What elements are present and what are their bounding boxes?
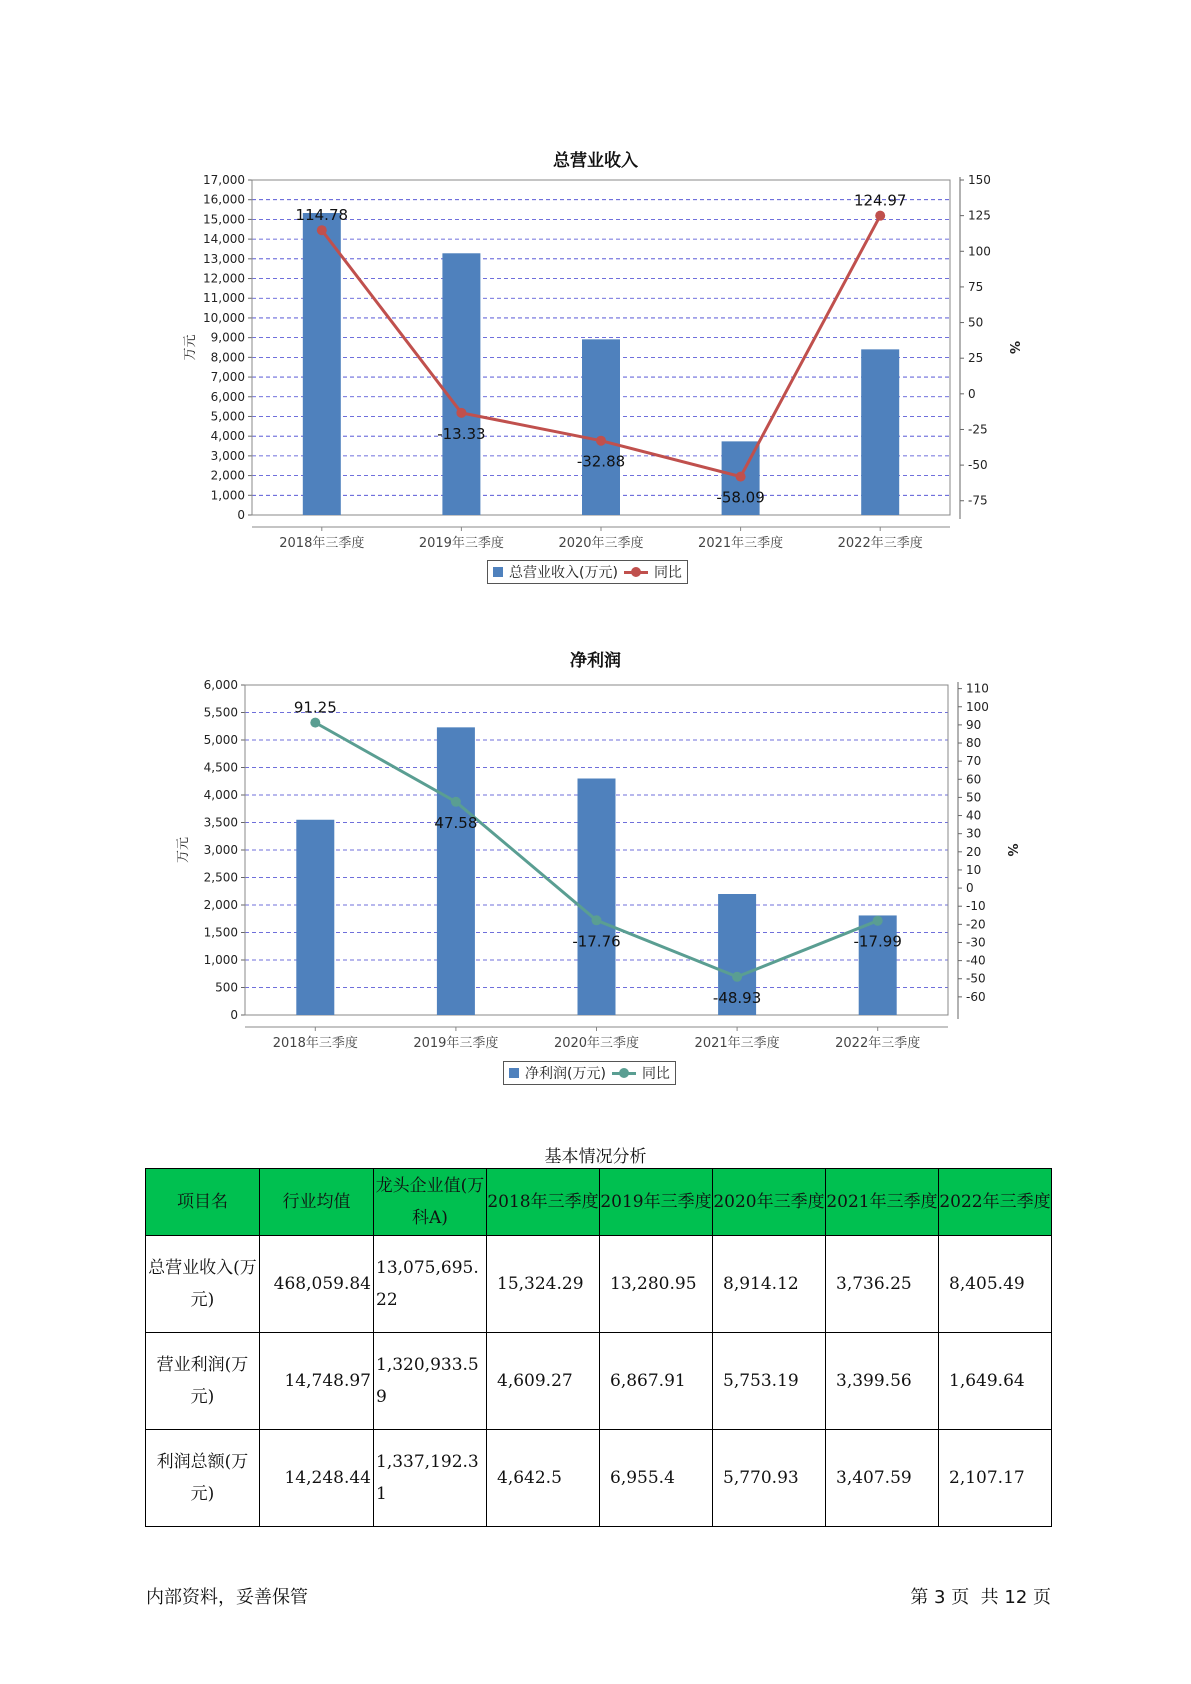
footer-page-number: 第 3 页 共 12 页	[910, 1587, 1051, 1608]
x-axis-tick-label: 2022年三季度	[837, 536, 923, 551]
left-axis-tick-label: 6,000	[210, 389, 245, 404]
revenue-chart	[0, 170, 1191, 590]
yoy-point	[596, 436, 606, 446]
table-cell: 6,867.91	[600, 1333, 713, 1430]
left-axis-tick-label: 0	[230, 1008, 238, 1022]
bar	[859, 915, 897, 1015]
right-axis-tick-label: 125	[968, 208, 991, 223]
table-caption: 基本情况分析	[544, 1147, 647, 1167]
left-axis-tick-label: 1,000	[203, 953, 238, 967]
right-axis-tick-label: -20	[966, 917, 986, 932]
yoy-data-label: 91.25	[293, 698, 337, 717]
right-axis-tick-label: 90	[966, 717, 982, 732]
yoy-point	[592, 915, 602, 925]
bar	[578, 779, 616, 1016]
left-axis-tick-label: 12,000	[203, 271, 245, 286]
right-axis-tick-label: 75	[968, 279, 984, 294]
right-axis-tick-label: -60	[966, 989, 986, 1004]
yoy-point	[317, 225, 327, 235]
bar	[861, 349, 899, 515]
left-axis-tick-label: 3,000	[210, 448, 245, 463]
right-axis-tick-label: -50	[966, 971, 986, 986]
footer-confidential-note: 内部资料，妥善保管	[146, 1587, 308, 1608]
x-axis-tick-label: 2019年三季度	[413, 1036, 499, 1051]
right-axis-tick-label: -25	[968, 422, 988, 437]
yoy-data-label: -17.76	[572, 932, 621, 951]
header-cell: 2022年三季度	[939, 1169, 1052, 1236]
legend-line-label: 同比	[641, 1066, 670, 1082]
table-cell: 4,642.5	[487, 1430, 600, 1527]
table-cell: 13,075,695.22	[374, 1236, 487, 1333]
table-header-row	[146, 1169, 1052, 1236]
right-axis-tick-label: -75	[968, 493, 988, 508]
legend-line-swatch	[612, 1068, 636, 1078]
left-axis-tick-label: 4,000	[210, 429, 245, 444]
net-profit-chart	[0, 670, 1191, 1090]
left-axis-tick-label: 2,000	[203, 898, 238, 912]
left-axis-tick-label: 17,000	[203, 173, 245, 187]
yoy-data-label: 47.58	[434, 813, 478, 832]
table-cell: 14,248.44	[260, 1430, 374, 1527]
right-axis-tick-label: -30	[966, 935, 986, 950]
row-label: 总营业收入(万元)	[146, 1236, 260, 1333]
yoy-point	[736, 472, 746, 482]
analysis-table	[145, 1168, 1052, 1527]
left-axis-tick-label: 0	[237, 508, 245, 522]
right-axis-tick-label: 80	[966, 736, 982, 751]
x-axis-tick-label: 2019年三季度	[418, 536, 504, 551]
left-axis-tick-label: 1,000	[210, 488, 245, 503]
table-cell: 5,753.19	[713, 1333, 826, 1430]
table-cell: 8,914.12	[713, 1236, 826, 1333]
left-axis-tick-label: 14,000	[203, 232, 245, 247]
left-axis-tick-label: 5,500	[203, 705, 238, 720]
yoy-point	[875, 211, 885, 221]
table-row	[146, 1430, 1052, 1527]
row-label: 营业利润(万元)	[146, 1333, 260, 1430]
header-cell: 2018年三季度	[487, 1169, 600, 1236]
yoy-point	[732, 972, 742, 982]
left-axis-title: 万元	[183, 334, 198, 361]
left-axis-tick-label: 500	[215, 980, 238, 995]
right-axis-tick-label: 50	[968, 315, 984, 330]
yoy-data-label: -58.09	[716, 488, 765, 507]
header-cell: 2020年三季度	[713, 1169, 826, 1236]
bar	[303, 213, 341, 515]
x-axis-tick-label: 2018年三季度	[272, 1036, 358, 1051]
left-axis-tick-label: 11,000	[203, 291, 245, 306]
table-cell: 1,649.64	[939, 1333, 1052, 1430]
yoy-point	[451, 797, 461, 807]
table-cell: 6,955.4	[600, 1430, 713, 1527]
table-cell: 3,407.59	[826, 1430, 939, 1527]
left-axis-tick-label: 7,000	[210, 370, 245, 385]
left-axis-tick-label: 8,000	[210, 350, 245, 365]
right-axis-tick-label: -10	[966, 899, 986, 914]
right-axis-tick-label: 60	[966, 772, 982, 787]
bar	[582, 339, 620, 515]
left-axis-title: 万元	[176, 836, 191, 864]
header-cell: 龙头企业值(万科A)	[374, 1169, 487, 1236]
legend-bar-swatch	[493, 567, 503, 577]
header-cell: 2021年三季度	[826, 1169, 939, 1236]
table-cell: 1,320,933.59	[374, 1333, 487, 1430]
right-axis-tick-label: 25	[968, 351, 984, 366]
left-axis-tick-label: 3,000	[203, 843, 238, 857]
x-axis-tick-label: 2021年三季度	[698, 536, 784, 551]
table-row	[146, 1236, 1052, 1333]
right-axis-tick-label: 30	[966, 826, 982, 841]
table-row	[146, 1333, 1052, 1430]
left-axis-tick-label: 5,000	[210, 409, 245, 424]
left-axis-tick-label: 4,000	[203, 788, 238, 802]
left-axis-tick-label: 10,000	[203, 310, 245, 325]
right-axis-tick-label: 150	[968, 173, 991, 187]
x-axis-tick-label: 2020年三季度	[553, 1036, 640, 1051]
table-cell: 4,609.27	[487, 1333, 600, 1430]
table-cell: 2,107.17	[939, 1430, 1052, 1527]
right-axis-tick-label: 50	[966, 790, 982, 805]
right-axis-tick-label: 100	[968, 244, 991, 259]
x-axis-tick-label: 2020年三季度	[558, 536, 644, 551]
left-axis-tick-label: 2,000	[210, 468, 245, 483]
legend-bar-label: 净利润(万元)	[525, 1066, 606, 1082]
yoy-data-label: -13.33	[437, 424, 486, 443]
left-axis-tick-label: 5,000	[203, 733, 238, 747]
legend-revenue	[487, 560, 688, 584]
right-axis-tick-label: 20	[966, 844, 982, 859]
right-axis-tick-label: 40	[966, 808, 982, 823]
bar	[442, 253, 480, 515]
left-axis-tick-label: 16,000	[203, 192, 245, 207]
right-axis-title: %	[1006, 340, 1021, 355]
legend-bar-swatch	[509, 1068, 519, 1078]
left-axis-tick-label: 9,000	[210, 330, 245, 345]
legend-bar-label: 总营业收入(万元)	[509, 565, 618, 581]
table-cell: 1,337,192.31	[374, 1430, 487, 1527]
bar	[437, 727, 475, 1015]
table-cell: 8,405.49	[939, 1236, 1052, 1333]
left-axis-tick-label: 1,500	[203, 925, 238, 940]
right-axis-tick-label: -50	[968, 458, 988, 473]
table-cell: 3,736.25	[826, 1236, 939, 1333]
legend-line-label: 同比	[653, 565, 682, 581]
table-cell: 13,280.95	[600, 1236, 713, 1333]
right-axis-tick-label: 100	[966, 699, 989, 714]
table-cell: 3,399.56	[826, 1333, 939, 1430]
table-cell: 5,770.93	[713, 1430, 826, 1527]
chart-title-revenue: 总营业收入	[553, 151, 638, 171]
chart-title-net-profit: 净利润	[570, 651, 621, 671]
table-cell: 468,059.84	[260, 1236, 374, 1333]
header-cell: 2019年三季度	[600, 1169, 713, 1236]
right-axis-title: %	[1004, 843, 1019, 857]
yoy-point	[310, 718, 320, 728]
yoy-data-label: -17.99	[853, 932, 902, 951]
x-axis-tick-label: 2018年三季度	[279, 536, 365, 551]
yoy-data-label: 124.97	[853, 191, 907, 210]
right-axis-tick-label: 110	[966, 681, 989, 696]
yoy-data-label: 114.78	[295, 206, 349, 225]
right-axis-tick-label: -40	[966, 953, 986, 968]
legend-line-swatch	[624, 567, 648, 577]
x-axis-tick-label: 2021年三季度	[694, 1036, 780, 1051]
left-axis-tick-label: 2,500	[203, 870, 238, 885]
legend-net-profit	[503, 1061, 676, 1085]
right-axis-tick-label: 0	[968, 386, 976, 401]
right-axis-tick-label: 70	[966, 754, 982, 769]
yoy-data-label: -32.88	[576, 452, 626, 471]
left-axis-tick-label: 15,000	[203, 212, 245, 227]
yoy-point	[873, 916, 883, 926]
left-axis-tick-label: 13,000	[203, 251, 245, 266]
header-cell: 项目名	[146, 1169, 260, 1236]
right-axis-tick-label: 0	[966, 881, 974, 896]
left-axis-tick-label: 6,000	[203, 678, 238, 692]
yoy-point	[456, 408, 466, 418]
bar	[296, 820, 334, 1015]
header-cell: 行业均值	[260, 1169, 374, 1236]
table-cell: 15,324.29	[487, 1236, 600, 1333]
yoy-data-label: -48.93	[712, 988, 762, 1007]
table-cell: 14,748.97	[260, 1333, 374, 1430]
right-axis-tick-label: 10	[966, 862, 982, 877]
x-axis-tick-label: 2022年三季度	[835, 1036, 921, 1051]
left-axis-tick-label: 4,500	[203, 760, 238, 775]
row-label: 利润总额(万元)	[146, 1430, 260, 1527]
left-axis-tick-label: 3,500	[203, 815, 238, 830]
